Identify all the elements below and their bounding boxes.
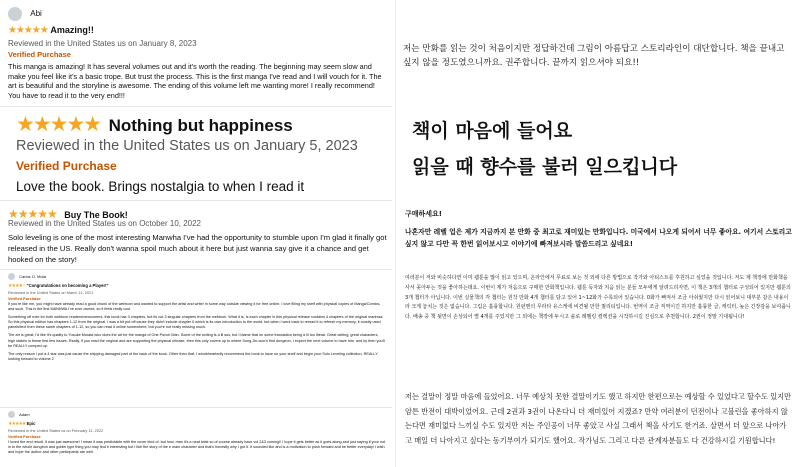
avatar — [8, 273, 15, 280]
review-date: Reviewed in the United States us on January 5, 2023 — [16, 138, 358, 154]
avatar — [8, 7, 22, 21]
review-title: Amazing!! — [50, 25, 94, 35]
translation-text: 나혼자만 레벨 업은 제가 지금까지 본 만화 중 최고로 재미있는 만화입니다. 미국에서 나오게 되어서 너무 좋아요. 여기서 스토리고 싶지 않고 다만 꼭 한번 읽어보시고 이야기에 빠져보시라 말씀드리고 싶네요! — [405, 228, 792, 248]
review-paragraph: If you're like me, you might have already read a good chunk of the webtoon and wanted to support the artist and writer in some way outside viewing it for free online. I love filling my shelf with physical copies of Manga/Comics, and such. This is the first MANHWA I've ever owned, so it feels really cool. — [8, 302, 381, 312]
review-title: Buy The Book! — [64, 210, 128, 220]
review-date: Reviewed in the United States on March 11, 2021 — [8, 290, 94, 295]
translation-text: 여러분이 저와 비슷하다면 이미 웹툰을 많이 읽고 있으며, 온라인에서 무료로 보는 것 외에 다른 방법으로 작가와 아티스트를 후원하고 싶었을 것입니다. 저도 제 책장에 만화책을 사서 꽂아두는 것을 좋아하는데요. 이번이 제가 처음으로 구매한 만화책입니다. 웹툰 독자와 처음 읽는 분들 모두에게 알려드리자면, 이 책은 3개의 챕터로 구성되어 있지만 웹툰의 3개 챕터가 아닙니다. 이번 실물책의 각 챕터는 원작 만화 4개 챕터를 담고 있어 1~12화가 수록되어 있습니다. 0화가 빠져서 조금 아쉬웠지만 다시 읽어보니 대부분 같은 내용이라 크게 놓치는 것은 없습니다. 그림은 훌륭합니다. 원펀맨의 무라타 유스케에 비견될 만한 퀄리티입니다. 번역이 조금 직역이긴 하지만 훌륭한 글, 캐릭터, 높은 긴장감을 보여줍니다. 배송 중 책 뒷면이 손상되어 별 4개를 주었지만 그 외에는 책장에 두시고 솔로 레벨링 컬렉션을 시작하시길 진심으로 추천합니다. 2권이 정말 기대됩니다! — [405, 275, 791, 321]
review-title: Nothing but happiness — [108, 116, 293, 135]
review-date: Reviewed in the United States us on October 10, 2022 — [8, 219, 202, 228]
avatar — [8, 411, 15, 418]
review-body: Love the book. Brings nostalgia to when I read it — [16, 179, 305, 194]
review-card-buy-the-book — [0, 201, 392, 270]
verified-badge: Verified Purchase — [8, 50, 71, 59]
verified-badge: Verified Purchase — [8, 296, 41, 301]
translation-adam — [400, 386, 800, 467]
review-title: "Congratulations on becoming a Player!" — [26, 283, 109, 288]
review-card-adam — [0, 408, 392, 467]
translation-text: 저는 만화를 읽는 것이 처음이지만 정답하건데 그림이 아름답고 스토리라인이 대단합니다. 책을 끝내고 싶지 않을 정도였으니까요. 권주합니다. 끝까지 읽으셔야 되요!! — [403, 44, 785, 68]
review-paragraph: The art is great; I'd like it's quality to Yusuke Murata who does the art for the manga of One Punch Man. Some of the writing is a lil sus, but I blame that on some translation being a lil too literal. Great writing, great characters, high stakes in these first few issues. Really, if you read the original and are supporting the physical release, then this only covers up to where Sung-Jin-woo's first dungeon, I expect the next volume to have him, and by then you'll be REALLY comped up. — [8, 333, 385, 348]
star-rating: ★★★★★ — [8, 25, 48, 36]
highlight-line-1: 책이 마음에 들어요 — [412, 120, 573, 142]
reviewer-name: Adam — [19, 411, 30, 417]
review-title: Epic — [26, 421, 36, 426]
highlight-line-2: 읽을 때 향수를 불러 일으킵니다 — [412, 156, 678, 178]
translation-buy-the-book — [400, 201, 800, 269]
review-body: I loved the end result. It was just awesome! I mean it was predictable with the cover kind of, but how, man it's a neat twist so of course already have vol 2&3 coming!! I hope it gets better as it goes along and just saying if your not in to the whole dungeon and goblin type thing you may find it interesting but I like the story of the e main character and that's honestly why I got it. It sounded like and is a motivation to push forward and be better everyday! I wish and hope the author and other participants are well. — [8, 440, 386, 455]
review-date: Reviewed in the United States us on January 8, 2023 — [8, 39, 197, 48]
review-paragraph: Something off note for both webtoon readers/newcomers, this book has 3 chapters, but its not 3 singular chapters from the webtoon. What it is, is each chapter in this physical release contains 4 chapters of the original manhwa. So this physical edition has chapters 1-12 from the original. I was a bit put off cause they didn't include chapter 0 which is its own introduction to the world, but when I went back to reread it to refresh my memory, it mostly used panels/text from these same chapters of 1-12, so you can read it online somewhere, but you're not really missing much. — [8, 315, 384, 330]
reviewer-name: Abi — [30, 9, 42, 19]
translation-text: 저는 결말이 정말 마음에 들었어요. 너무 예상치 못한 결말이기도 했고 하지만 한편으로는 예상할 수 있었다고 할수도 있지만 암튼 반전이 대박이었어요. 근데 2권과 3권이 나온다니 더 재미있어 지겠죠? 만약 여러분이 던전이나 고블린을 좋아하지 않는다면 재미없다 느끼실 수도 있지만 저는 주인공이 너무 좋았고 사실 그래서 책을 사기도 한거죠. 살면서 더 앞으로 나아가고 매일 더 나아지고 싶다는 동기부여가 되기도 했어요. 작가님도 그리고 다른 관계자분들도 다 건강하시길 기원합니다! — [405, 392, 792, 445]
reviewer-name: Carlos O. Mota — [19, 273, 47, 279]
verified-badge: Verified Purchase — [16, 159, 117, 173]
star-rating: ★★★★★ — [8, 207, 57, 221]
review-card-abi — [0, 0, 392, 107]
review-paragraph: The only reason I put a 4 star was just cause the shipping damaged part of the back of the book. Other than that, I wholeheartedly recommend the book to have on your shelf and begin your Solo Leveling collection. REALLY looking forward to volume 2 — [8, 351, 378, 361]
review-card-carlos — [0, 270, 392, 408]
greeting-text: 구매하세요! — [405, 210, 443, 218]
translation-carlos — [400, 270, 800, 386]
star-rating: ★★★★★ — [8, 421, 26, 427]
review-date: Reviewed in the United States us on February 11, 2022 — [8, 428, 104, 433]
verified-badge: Verified Purchase — [8, 434, 41, 439]
review-card-nothing-but-happiness — [0, 106, 392, 201]
star-rating: ★★★★☆ — [8, 283, 26, 289]
review-body: Solo leveling is one of the most interesting Manwha I've had the opportunity to stumble upon I'm glad it finally got released in the US. Really don't wanna spoil much about it here but just wanna say give it a chance and get hooked on the story! — [8, 233, 387, 264]
translation-highlight — [400, 106, 800, 200]
column-divider — [395, 0, 396, 467]
translation-top — [400, 0, 800, 106]
star-rating: ★★★★★ — [16, 113, 101, 136]
review-body: This manga is amazing! It has several volumes out and it's worth the reading. The beginning may seem slow and make you feel like it's a basic trope. But trust the process. This is the first manga I've read and I will vouch for it. The art is beautiful and the storyline is awesome. The ending of this volume left me wanting more! I really recommend! You have to read it to the very end!!! — [8, 62, 382, 100]
